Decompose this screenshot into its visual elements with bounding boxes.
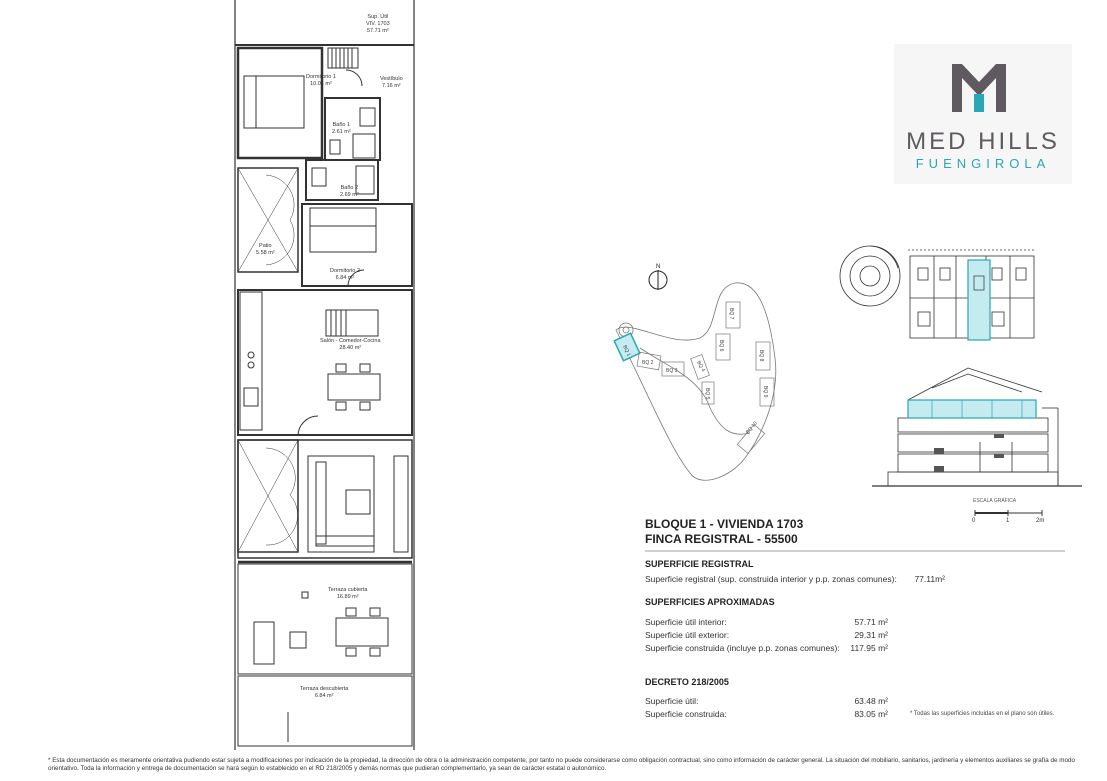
title-finca: FINCA REGISTRAL - 55500	[645, 532, 798, 546]
registral-label: Superficie registral (sup. construida interior y p.p. zonas comunes):	[645, 574, 897, 584]
util-interior-label: Superficie útil interior:	[645, 617, 727, 627]
util-exterior-value: 29.31 m²	[854, 630, 888, 640]
sup-util-line3: 57.71 m²	[366, 27, 389, 34]
bano2-label	[340, 185, 359, 199]
title-bloque: BLOQUE 1 - VIVIENDA 1703	[645, 517, 804, 531]
block-bq2: BQ 2	[642, 360, 654, 366]
salon-label	[320, 338, 381, 352]
sup-util-line2: VIV. 1703	[366, 20, 390, 27]
block-bq3: BQ 3	[666, 368, 678, 374]
block-bq10: BQ 10	[744, 420, 759, 436]
sup-util-line1: Sup. Útil	[367, 14, 389, 20]
construida2-label: Superficie construida:	[645, 709, 727, 719]
scale-tick-0: 0	[972, 518, 976, 524]
dormitorio1-name: Dormitorio 1	[306, 74, 336, 80]
logo-mark-icon	[952, 64, 1006, 112]
bano1-area: 2.61 m²	[332, 128, 351, 135]
sup-util-label	[366, 14, 390, 35]
patio-area: 5.58 m²	[256, 249, 275, 256]
util-value: 63.48 m²	[854, 696, 888, 706]
dormitorio1-label	[306, 74, 336, 88]
bano1-label	[332, 122, 351, 136]
decreto-heading: DECRETO 218/2005	[645, 677, 729, 687]
vestibulo-label	[380, 76, 403, 90]
bano2-name: Baño 2	[340, 185, 359, 191]
building-elevation	[872, 362, 1082, 490]
vestibulo-area: 7.16 m²	[381, 82, 401, 89]
disclaimer: * Esta documentación es meramente orientativa pudiendo estar sujeta a modificaciones por indicación de la propiedad, la dirección de obra o la administración competente, por tanto no puede considerarse como obligación contractual, sino como información de carácter general. La situación del mobiliario, sanitarios, jardinería y elementos auxiliares se grafía de modo orientativo. Toda la información y entrega de documentación se hará según lo establecido en el RD 218/2005 y demás normas que pudieran complementarlo, ya sean de carácter estatal o autonómico.	[48, 757, 1075, 773]
terraza-descubierta-name: Terraza descubierta	[300, 686, 349, 692]
north-label: N	[656, 264, 661, 270]
scale-tick-1: 1	[1006, 518, 1010, 524]
terraza-descubierta-label	[300, 686, 348, 700]
dormitorio2-area: 6.84 m²	[335, 274, 355, 281]
bano1-name: Baño 1	[332, 122, 351, 128]
util-interior-value: 57.71 m²	[854, 617, 888, 627]
aprox-heading: SUPERFICIES APROXIMADAS	[645, 597, 775, 607]
block-bq6: BQ 6	[718, 340, 724, 352]
brand-name: MED HILLS	[906, 128, 1060, 155]
divider	[645, 550, 1065, 552]
block-bq8: BQ 8	[758, 350, 764, 362]
vestibulo-name: Vestíbulo	[380, 76, 403, 82]
block-key-plan	[838, 228, 1050, 348]
surfaces-note: * Todas las superficies incluidas en el plano son útiles.	[910, 711, 1055, 717]
dormitorio1-area: 10.01 m²	[310, 80, 332, 87]
dormitorio2-label	[330, 268, 360, 282]
construida-label: Superficie construida (incluye p.p. zonas comunes):	[645, 643, 840, 653]
scale-bar	[970, 508, 1050, 518]
registral-value: 77.11m²	[914, 574, 945, 584]
block-bq9: BQ 9	[762, 386, 768, 398]
terraza-descubierta-area: 6.84 m²	[314, 692, 334, 699]
dormitorio2-name: Dormitorio 2	[330, 268, 360, 274]
util-exterior-label: Superficie útil exterior:	[645, 630, 730, 640]
terraza-cubierta-area: 16.89 m²	[336, 593, 359, 600]
floor-plan	[228, 0, 420, 750]
util-label: Superficie útil:	[645, 696, 699, 706]
terraza-cubierta-name: Terraza cubierta	[328, 587, 368, 593]
construida-value: 117.95 m²	[850, 643, 888, 653]
bano2-area: 2.69 m²	[340, 191, 359, 198]
block-bq5: BQ 5	[704, 388, 710, 400]
salon-name: Salón - Comedor-Cocina	[320, 338, 381, 344]
salon-area: 28.40 m²	[339, 344, 362, 351]
patio-name: Patio	[259, 243, 272, 249]
brand-city: FUENGIROLA	[915, 156, 1051, 171]
registral-heading: SUPERFICIE REGISTRAL	[645, 559, 754, 569]
terraza-cubierta-label	[328, 587, 367, 601]
block-bq4: BQ 4	[695, 360, 707, 373]
block-bq1: BQ 1	[621, 344, 632, 358]
block-bq7: BQ 7	[728, 308, 734, 320]
construida2-value: 83.05 m²	[854, 709, 888, 719]
site-plan	[610, 258, 810, 498]
patio-label	[256, 243, 275, 257]
scale-tick-2: 2m	[1036, 518, 1045, 524]
scale-title: ESCALA GRÁFICA	[973, 498, 1017, 504]
